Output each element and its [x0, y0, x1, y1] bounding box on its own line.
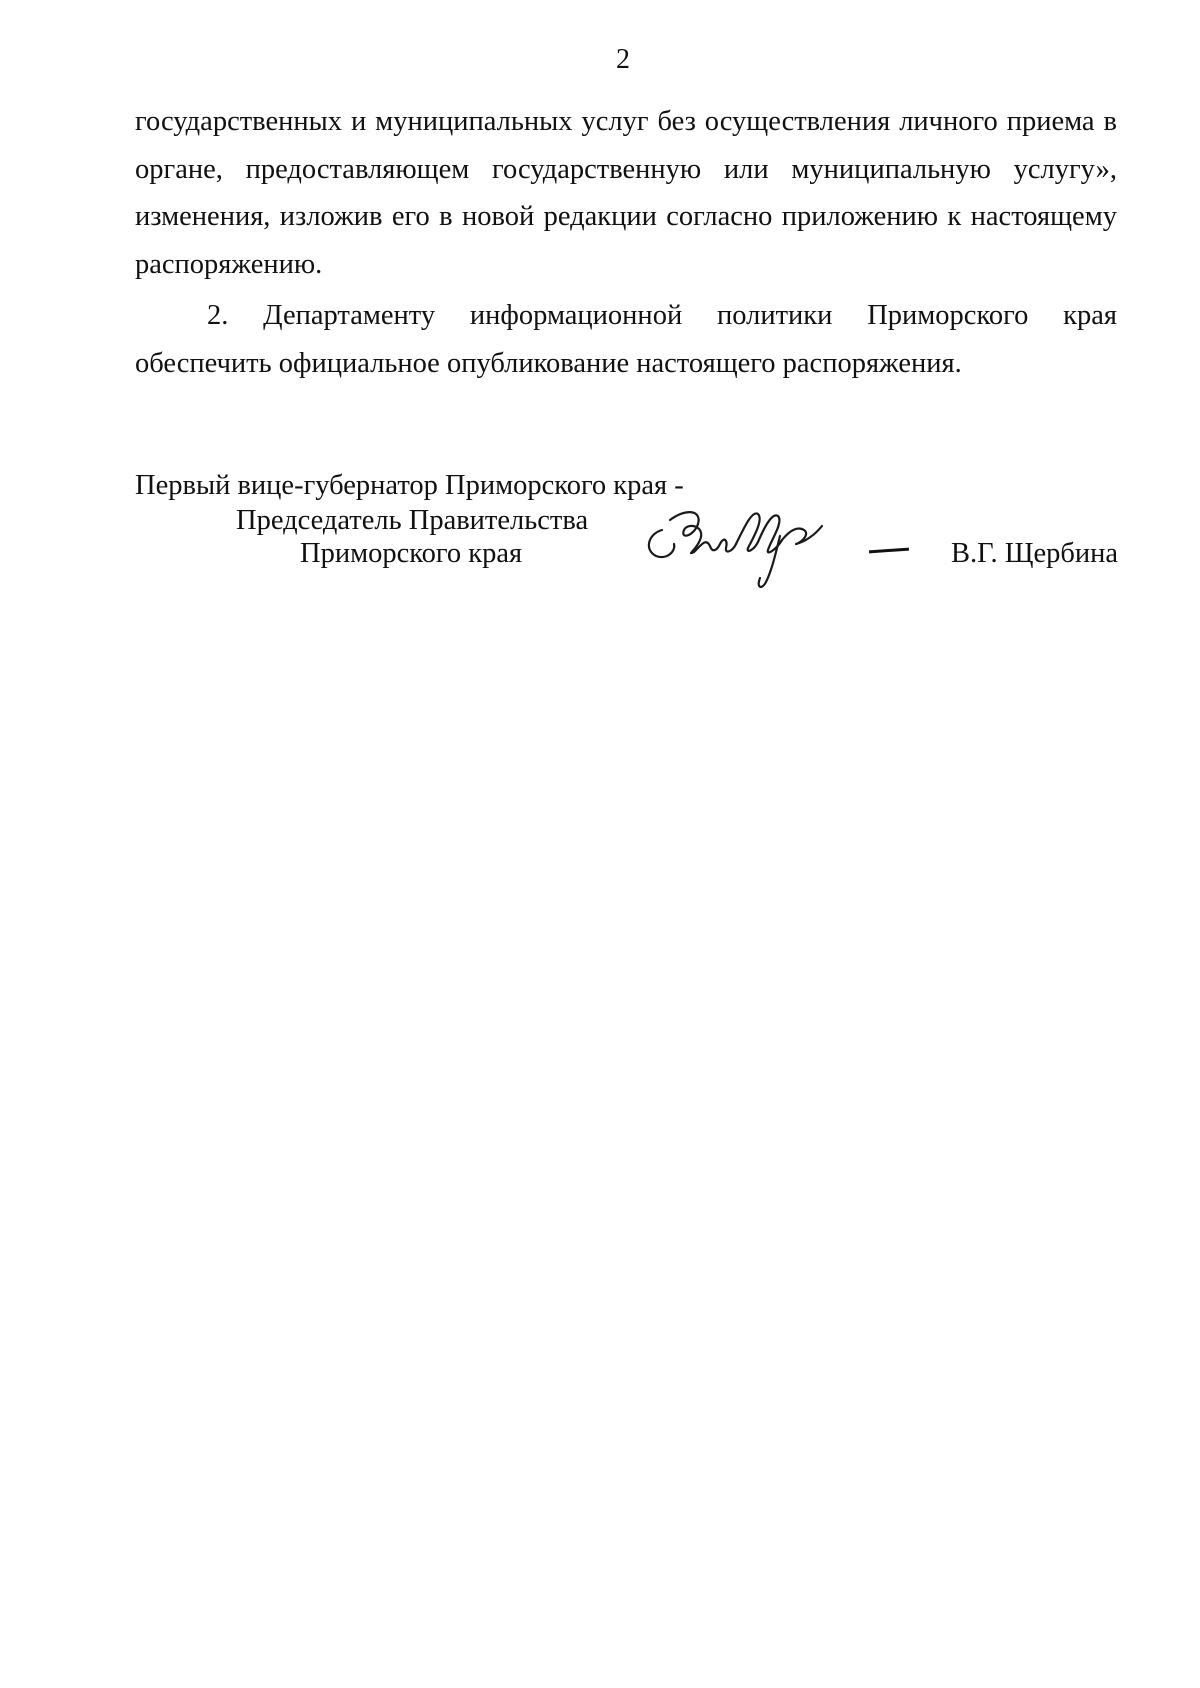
signatory-title-line-1: Первый вице-губернатор Приморского края -	[135, 470, 684, 501]
paragraph-item-2: 2. Департаменту информационной политики Приморского края обеспечить официальное опубликование настоящего распоряжения.	[135, 300, 1117, 379]
paragraph-continuation: государственных и муниципальных услуг без осуществления личного приема в органе, предоставляющем государственную или муниципальную услугу», изменения, изложив его в новой редакции согласно приложению к настоящему распоряжению.	[135, 106, 1117, 280]
page-number: 2	[616, 44, 630, 75]
signatory-title-line-2: Председатель Правительства	[236, 505, 589, 536]
signatory-name: В.Г. Щербина	[951, 538, 1118, 569]
signatory-title-line-3: Приморского края	[300, 538, 523, 569]
document-body	[135, 98, 1117, 387]
handwritten-signature	[640, 500, 840, 595]
signature-dash	[869, 548, 909, 554]
